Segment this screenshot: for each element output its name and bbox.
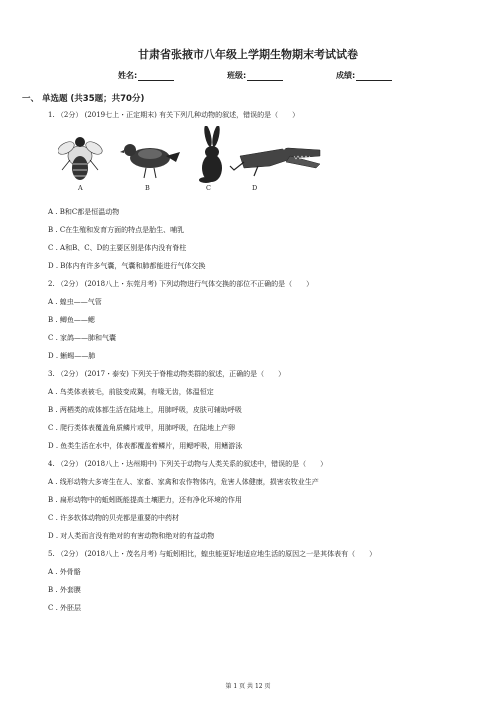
q3-option-b: B . 两栖类的成体都生活在陆地上，用肺呼吸，皮肤可辅助呼吸 [48,406,242,414]
q3-option-c: C . 爬行类体表覆盖角质鳞片或甲，用肺呼吸，在陆地上产卵 [48,424,236,432]
q2-option-c: C . 家鸽——肺和气囊 [48,334,117,342]
q4-option-b: B . 扁形动物中的蚯蚓既能提高土壤肥力，还有净化环境的作用 [48,496,242,504]
class-blank [247,71,283,81]
q2-option-b: B . 鲫鱼——鳃 [48,316,95,324]
score-label: 成绩: [336,71,356,80]
crocodile-icon [230,147,320,177]
class-field [227,70,283,81]
name-label: 姓名: [118,71,138,80]
question-3-stem: 3. （2分） (2017・泰安) 下列关于脊椎动物类群的叙述，正确的是（ ） [48,370,286,378]
q1-option-d: D . B体内有许多气囊，气囊和肺都能进行气体交换 [48,262,206,270]
name-blank [138,71,174,81]
bee-icon [58,137,104,180]
figure-label-a: A [78,184,83,192]
q4-option-d: D . 对人类而言没有绝对的有害动物和绝对的有益动物 [48,532,215,540]
page-footer: 第 1 页 共 12 页 [225,683,271,690]
q5-option-c: C . 外胚层 [48,604,82,612]
q2-option-d: D . 蜥蜴——肺 [48,352,96,360]
pigeon-icon [120,144,180,178]
section-heading: 一、 单选题 (共35题；共70分) [22,94,145,104]
q3-option-a: A . 鸟类体表被毛，前肢变成翼，有喙无齿，体温恒定 [48,388,214,396]
question-2-stem: 2. （2分） (2018八上・东莞月考) 下列动物进行气体交换的部位不正确的是（ ） [48,280,314,288]
q1-option-a: A . B和C都是恒温动物 [48,208,120,216]
q1-option-c: C . A和B、C、D的主要区别是体内没有脊柱 [48,244,187,252]
name-field [118,70,174,81]
q5-option-a: A . 外骨骼 [48,568,81,576]
rabbit-icon [199,126,222,183]
class-label: 班级: [227,71,247,80]
q2-option-a: A . 蝗虫——气管 [48,298,102,306]
q5-option-b: B . 外套膜 [48,586,81,594]
score-field [336,70,392,81]
figure-label-b: B [145,184,150,192]
page-title: 甘肃省张掖市八年级上学期生物期末考试试卷 [138,48,358,61]
q3-option-d: D . 鱼类生活在水中，体表都覆盖着鳞片，用鳃呼吸，用鳍游泳 [48,442,243,450]
score-blank [356,71,392,81]
q4-option-c: C . 许多软体动物的贝壳都是重要的中药材 [48,514,180,522]
q4-option-a: A . 线形动物大多寄生在人、家畜、家禽和农作物体内，危害人体健康，损害农牧业生产 [48,478,319,486]
question-4-stem: 4. （2分） (2018八上・达州期中) 下列关于动物与人类关系的叙述中，错误的是（ ） [48,460,328,468]
question-1-stem: 1. （2分） (2019七上・正定期末) 有关下列几种动物的叙述，错误的是（ ） [48,111,300,119]
figure-label-d: D [252,184,258,192]
question-5-stem: 5. （2分） (2018八上・茂名月考) 与蚯蚓相比，蝗虫能更好地适应地生活的原因之一是其体表有（ ） [48,550,377,558]
figure-label-c: C [206,184,211,192]
q1-option-b: B . C在生殖和发育方面的特点是胎生、哺乳 [48,226,185,234]
animals-figure [58,126,328,198]
